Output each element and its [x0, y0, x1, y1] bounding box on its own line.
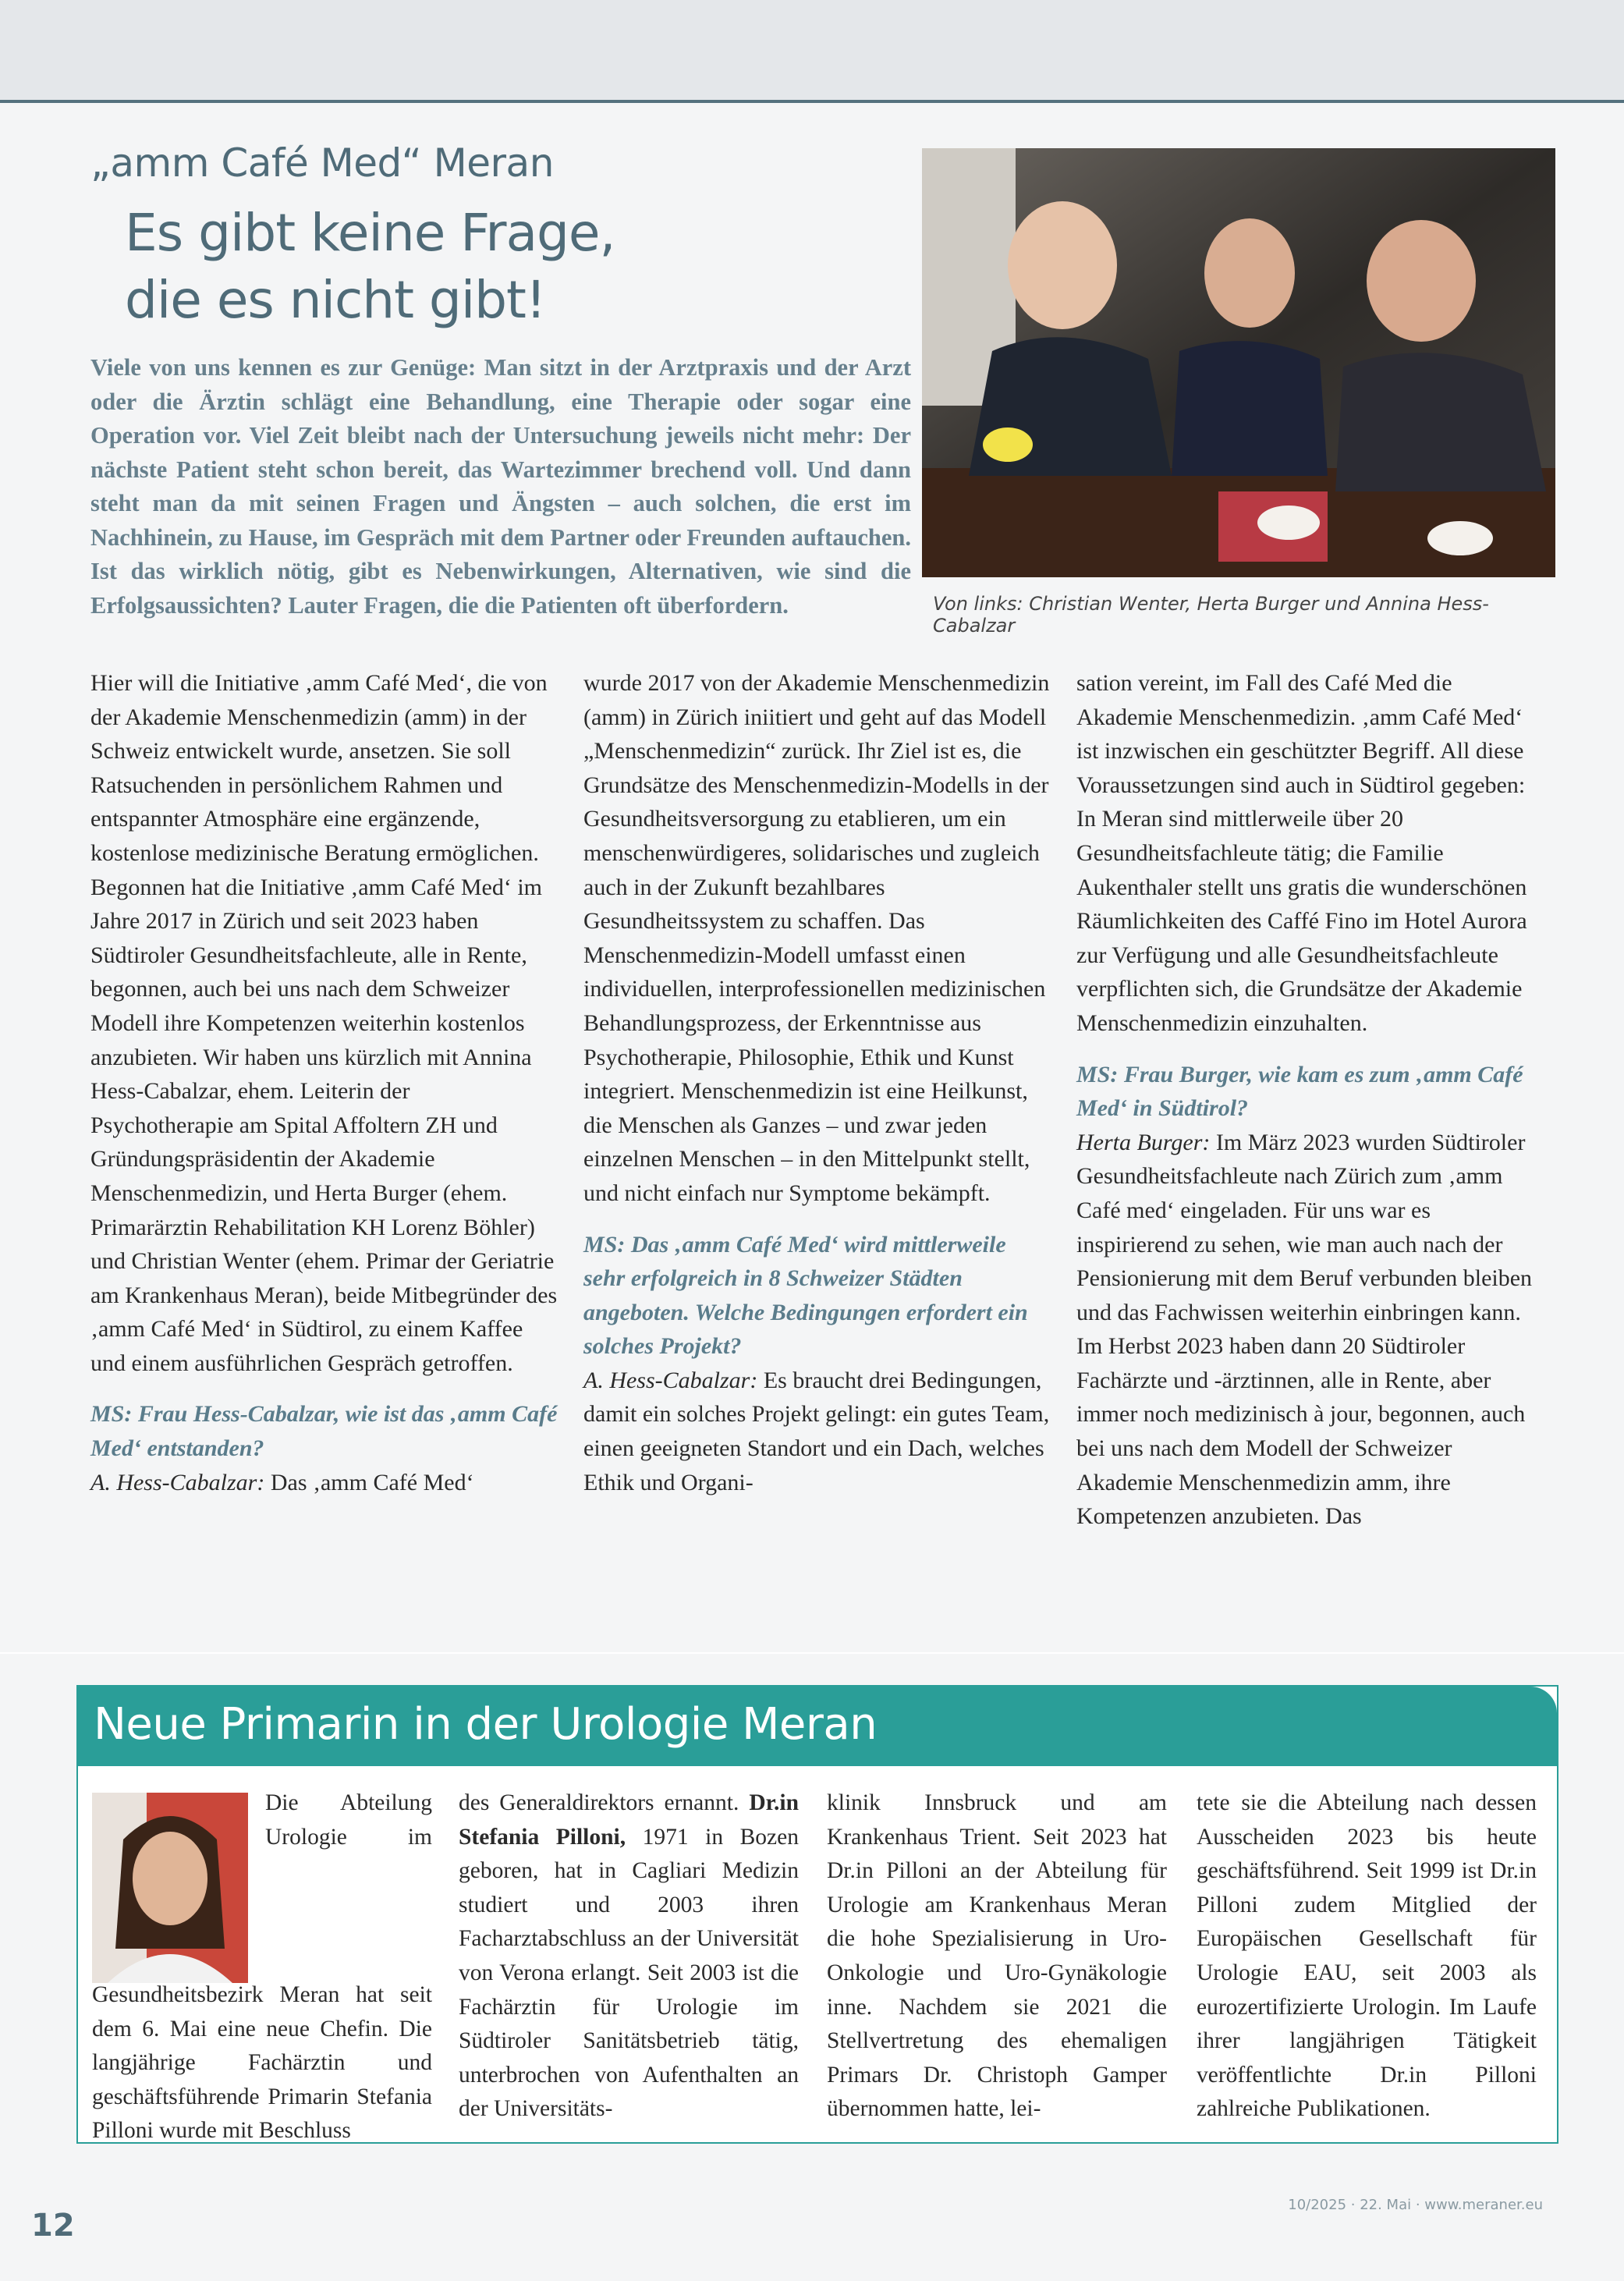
article-column-2 [583, 666, 1051, 1499]
paragraph: Hier will die Initiative ‚amm Café Med‘, die von der Akademie Menschenmedizin (amm) in der Schweiz entwickelt wurde, ansetzen. Sie soll Ratsuchenden in persönlichem Rahmen und entspannter Atmosphäre eine ergänzende, kostenlose medizinische Beratung ermöglichen. Begonnen hat die Initiative ‚amm Café Med‘ im Jahre 2017 in Zürich und seit 2023 haben Südtiroler Gesundheitsfachleute, alle in Rente, begonnen, auch bei uns nach dem Schweizer Modell ihre Kompetenzen weiterhin kostenlos anzubieten. Wir haben uns kürzlich mit Annina Hess-Cabalzar, ehem. Leiterin der Psychotherapie am Spital Affoltern ZH und Gründungspräsidentin der Akademie Menschenmedizin, und Herta Burger (ehem. Primarärztin Rehabilitation KH Lorenz Böhler) und Christian Wenter (ehem. Primar der Geriatrie am Krankenhaus Meran), beide Mitbegründer des ‚amm Café Med‘ in Südtirol, zu einem Kaffee und einem ausführlichen Gespräch getroffen. [90, 670, 558, 1376]
paragraph: sation vereint, im Fall des Café Med die Akademie Menschenmedizin. ‚amm Café Med‘ ist inzwischen ein geschützter Begriff. All diese Voraussetzungen sind auch in Südtirol gegeben: In Meran sind mittlerweile über 20 Gesundheitsfachleute tätig; die Familie Aukenthaler stellt uns gratis die wunderschönen Räumlichkeiten des Caffé Fino im Hotel Aurora zur Verfügung und alle Gesundheitsfachleute verpflichten sich, die Grundsätze der Akademie Menschenmedizin einzuhalten. [1076, 670, 1527, 1036]
news-column-2 [459, 1786, 799, 2127]
interview-question: MS: Frau Hess-Cabalzar, wie ist das ‚amm Café Med‘ entstanden? [90, 1401, 558, 1462]
interview-question: MS: Frau Burger, wie kam es zum ‚amm Café Med‘ in Südtirol? [1076, 1061, 1523, 1122]
answer-text: Es braucht drei Bedingungen, damit ein solches Projekt gelingt: ein gutes Team, einen geeigneten Standort und ein Dach, welches Ethik und Organi- [583, 1367, 1050, 1495]
paragraph: des Generaldirektors ernannt. Dr.in Stefania Pilloni, 1971 in Bozen geboren, hat in Cagliari Medizin studiert und 2003 ihren Facharztabschluss an der Universität von Verona erlangt. Seit 2003 ist die Fachärztin für Urologie im Südtiroler Sanitätsbetrieb tätig, unterbrochen von Aufenthalten an der Universitäts- [459, 1790, 799, 2122]
photo-caption: Von links: Christian Wenter, Herta Burger und Annina Hess-Cabalzar [933, 593, 1489, 637]
interview-question: MS: Das ‚amm Café Med‘ wird mittlerweile sehr erfolgreich in 8 Schweizer Städten angeboten. Welche Bedingungen erfordert ein solches Projekt? [583, 1231, 1028, 1360]
group-photo-image [922, 148, 1555, 577]
page-footer: 10/2025 · 22. Mai · www.meraner.eu [1288, 2197, 1543, 2213]
news-column-3 [827, 1786, 1167, 2127]
article-lead: Viele von uns kennen es zur Genüge: Man sitzt in der Arztpraxis und der Arzt oder die Ärztin schlägt eine Behandlung, eine Therapie oder sogar eine Operation vor. Viel Zeit bleibt nach der Untersuchung jeweils nicht mehr: Der nächste Patient steht schon bereit, das Wartezimmer brechend voll. Und dann steht man da mit seinen Fragen und Ängsten – auch solchen, die erst im Nachhinein, zu Hause, im Gespräch mit dem Partner oder Freunden auftauchen. Ist das wirklich nötig, gibt es Nebenwirkungen, Alternativen, wie sind die Erfolgsaussichten? Lauter Fragen, die die Patienten oft überfordern. [90, 354, 911, 619]
news-box-header [78, 1687, 1557, 1766]
top-rule [0, 100, 1624, 103]
article-column-1 [90, 666, 558, 1499]
article-title-line1: Es gibt keine Frage, [125, 203, 615, 263]
paragraph: klinik Innsbruck und am Krankenhaus Trient. Seit 2023 hat Dr.in Pilloni an der Abteilung für Urologie am Krankenhaus Meran die hohe Spezialisierung in Uro-Onkologie und Uro-Gynäkologie inne. Nachdem sie 2021 die Stellvertretung des ehemaligen Primars Dr. Christoph Gamper übernommen hatte, lei- [827, 1790, 1167, 2122]
paragraph: wurde 2017 von der Akademie Menschenmedizin (amm) in Zürich iniitiert und geht auf das Modell „Menschenmedizin“ zurück. Ihr Ziel ist es, die Grundsätze des Menschenmedizin-Modells in der Gesundheitsversorgung zu etablieren, um ein menschenwürdigeres, solidarisches und zugleich auch in der Zukunft bezahlbares Gesundheitssystem zu schaffen. Das Menschenmedizin-Modell umfasst einen individuellen, interprofessionellen medizinischen Behandlungsprozess, der Erkenntnisse aus Psychotherapie, Philosophie, Ethik und Kunst integriert. Menschenmedizin ist eine Heilkunst, die Menschen als Ganzes – und zwar jeden einzelnen Menschen – in den Mittelpunkt stellt, und nicht einfach nur Symptome bekämpft. [583, 670, 1050, 1206]
speaker-name: A. Hess-Cabalzar: [90, 1469, 265, 1495]
article-kicker: „amm Café Med“ Meran [90, 140, 554, 186]
interview-answer [1076, 1126, 1544, 1534]
news-column-1 [92, 1786, 432, 2148]
speaker-name: Herta Burger: [1076, 1129, 1211, 1155]
article-title [125, 200, 615, 334]
speaker-name: A. Hess-Cabalzar: [583, 1367, 758, 1393]
paragraph: Die Abteilung Urologie im Gesundheitsbezirk Meran hat seit dem 6. Mai eine neue Chefin. Die langjährige Fachärztin und geschäftsführende Primarin Stefania Pilloni wurde mit Beschluss [92, 1790, 432, 2144]
news-box [76, 1685, 1558, 2144]
top-band [0, 0, 1624, 101]
group-photo [922, 148, 1555, 577]
news-column-4 [1197, 1786, 1537, 2127]
paragraph: tete sie die Abteilung nach dessen Ausscheiden 2023 bis heute geschäftsführend. Seit 1999 ist Dr.in Pilloni zudem Mitglied der Europäischen Gesellschaft für Urologie EAU, seit 2003 als eurozertifizierte Urologin. Im Laufe ihrer langjährigen Tätigkeit veröffentlichte Dr.in Pilloni zahlreiche Publikationen. [1197, 1790, 1537, 2122]
interview-answer [90, 1466, 558, 1500]
answer-text: Im März 2023 wurden Südtiroler Gesundheitsfachleute nach Zürich zum ‚amm Café med‘ eingeladen. Für uns war es inspirierend zu sehen, wie man auch nach der Pensionierung mit dem Beruf verbunden bleiben und das Fachwissen weiterhin einbringen kann. Im Herbst 2023 haben dann 20 Südtiroler Fachärzte und -ärztinnen, alle in Rente, aber immer noch medizinisch à jour, begonnen, auch bei uns nach dem Modell der Schweizer Akademie Menschenmedizin amm, ihre Kompetenzen anzubieten. Das [1076, 1129, 1533, 1530]
news-box-title: Neue Primarin in der Urologie Meran [94, 1699, 878, 1750]
section-divider [0, 1652, 1624, 1654]
person-name: Dr.in Stefania Pilloni, [459, 1790, 799, 1850]
page-number: 12 [31, 2208, 75, 2244]
article-title-line2: die es nicht gibt! [125, 270, 546, 330]
answer-text: Das ‚amm Café Med‘ [264, 1469, 474, 1495]
interview-answer [583, 1364, 1051, 1499]
article-column-3 [1076, 666, 1544, 1534]
